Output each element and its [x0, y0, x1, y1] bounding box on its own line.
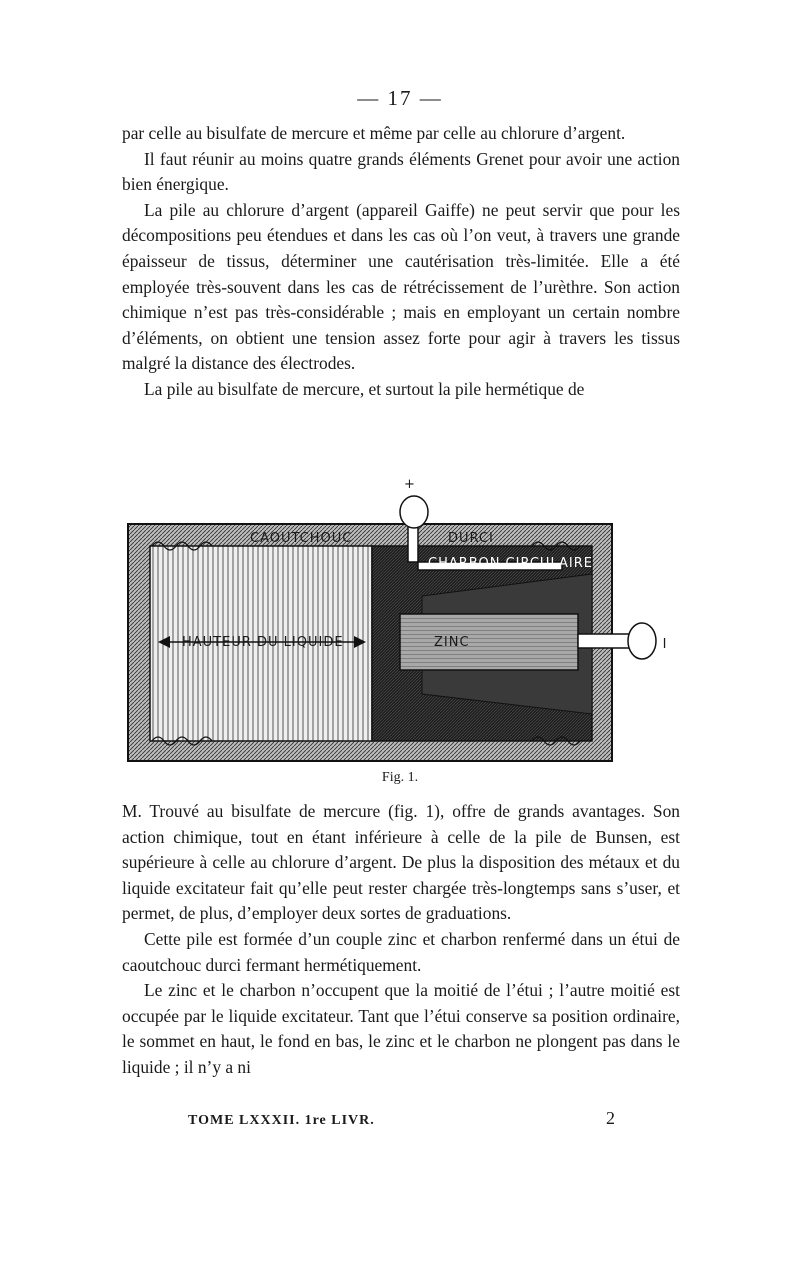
battery-figure: [122, 466, 680, 766]
charbon-terminal-knob: [400, 496, 428, 528]
charbon-label: CHARBON CIRCULAIRE: [428, 556, 593, 571]
paragraph: M. Trouvé au bisulfate de mercure (fig. 1), offre de grands avantages. Son action chimique, tout en étant inférieure à celle de la pile de Bunsen, est supérieure à celle au chlorure d’argent. De plus la disposition des métaux et du liquide excitateur fait qu’elle peut rester chargée très-longtemps sans s’user, et permet, de plus, d’employer deux sortes de graduations.: [122, 801, 680, 924]
plus-label: +: [404, 477, 416, 492]
zinc-rod: [400, 614, 578, 670]
paragraph: Il faut réunir au moins quatre grands éléments Grenet pour avoir une action bien énergique.: [122, 148, 680, 195]
figure-caption: Fig. 1.: [381, 770, 419, 785]
paragraph: La pile au bisulfate de mercure, et surtout la pile hermétique de: [144, 378, 585, 399]
hauteur-label: HAUTEUR DU LIQUIDE: [182, 635, 344, 650]
zinc-terminal-knob: [628, 623, 656, 659]
paragraph: Le zinc et le charbon n’occupent que la moitié de l’étui ; l’autre moitié est occupée par le liquide excitateur. Tant que l’étui conserve sa position ordinaire, le sommet en haut, le fond en bas, le zinc et le charbon ne plongent pas dans le liquide ; il n’y a ni: [122, 980, 680, 1077]
battery-illustration: [122, 466, 680, 766]
paragraph: par celle au bisulfate de mercure et même par celle au chlorure d’argent.: [122, 123, 626, 143]
sheet-number: 2: [606, 1108, 615, 1128]
signature-mark: TOME LXXXII. 1re LIVR.: [188, 1113, 375, 1128]
text-block-bottom: [122, 799, 680, 1081]
paragraph: Cette pile est formée d’un couple zinc et charbon renfermé dans un étui de caoutchouc durci fermant hermétiquement.: [122, 928, 680, 975]
paragraph: La pile au chlorure d’argent (appareil Gaiffe) ne peut servir que pour les décompositions peu étendues et dans les cas où l’on veut, à travers une grande épaisseur de tissus, déterminer une cautérisation très-limitée. Elle a été employée très-souvent dans les cas de rétrécissement de l’urèthre. Son action chimique n’est pas très-considérable ; mais en employant un certain nombre d’éléments, on obtient une tension assez forte pour agir à travers les tissus malgré la distance des électrodes.: [122, 199, 680, 374]
durci-label: DURCI: [448, 531, 494, 546]
page-number: — 17 —: [357, 86, 443, 110]
caoutchouc-label: CAOUTCHOUC: [250, 531, 353, 546]
zinc-label: ZINC: [434, 635, 470, 650]
minus-label: I: [662, 637, 668, 652]
text-block-top: [122, 121, 680, 403]
